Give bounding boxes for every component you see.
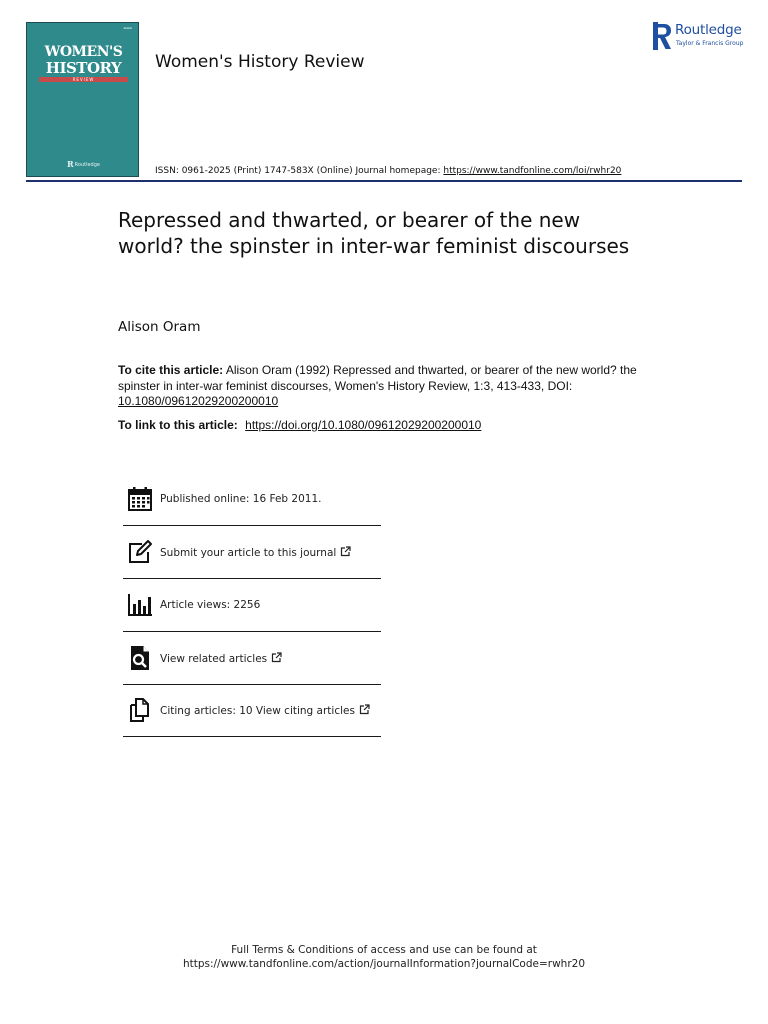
citation-text: Alison Oram (1992) Repressed and thwarted, or bearer of the new world? the spinster in inter-war feminist discourses, Women's History Review, 1:3, 413-433, DOI: <box>118 363 637 393</box>
article-link-label: To link to this article: <box>118 418 238 432</box>
terms-footer-url[interactable]: https://www.tandfonline.com/action/journalInformation?journalCode=rwhr20 <box>182 958 586 970</box>
cover-title-line1: WOMEN'S <box>44 44 123 60</box>
terms-footer-line1: Full Terms & Conditions of access and use can be found at <box>231 944 537 956</box>
issn-text: ISSN: 0961-2025 (Print) 1747-583X (Online) Journal homepage: <box>155 166 444 176</box>
routledge-logo[interactable] <box>653 22 753 50</box>
journal-homepage-link[interactable]: https://www.tandfonline.com/loi/rwhr20 <box>443 166 622 176</box>
document-search-icon <box>127 645 153 671</box>
article-doi-url-link[interactable]: https://doi.org/10.1080/09612029200200010 <box>245 418 482 432</box>
terms-footer <box>0 943 768 971</box>
citation-block <box>118 363 638 410</box>
cover-title-line2: HISTORY <box>45 59 122 77</box>
calendar-icon <box>127 486 153 512</box>
header-divider <box>26 180 742 182</box>
citing-icon <box>127 697 153 723</box>
citation-label: To cite this article: <box>118 363 224 377</box>
cover-publisher-logo: RRoutledge <box>67 159 100 169</box>
external-link-icon <box>359 704 370 715</box>
issn-line <box>155 166 621 176</box>
article-title: Repressed and thwarted, or bearer of the new world? the spinster in inter-war feminist discourses <box>118 208 630 258</box>
article-views-row <box>123 580 381 632</box>
brand-subtitle: Taylor & Francis Group <box>676 40 744 47</box>
external-link-icon <box>340 546 351 557</box>
routledge-r-icon <box>653 22 672 50</box>
edit-icon <box>127 539 153 565</box>
submit-article-label: Submit your article to this journal <box>160 546 351 559</box>
article-link-line <box>118 418 481 432</box>
published-online-label: Published online: 16 Feb 2011. <box>160 493 322 505</box>
article-author: Alison Oram <box>118 319 201 335</box>
external-link-icon <box>271 652 282 663</box>
cover-volume-label: ▬▬▬ <box>123 26 132 30</box>
related-articles-row[interactable] <box>123 633 381 685</box>
published-online-row <box>123 474 381 526</box>
cover-title-strip: REVIEW <box>39 77 128 82</box>
brand-name: Routledge <box>675 22 742 38</box>
article-views-label: Article views: 2256 <box>160 599 261 611</box>
related-articles-label: View related articles <box>160 652 282 665</box>
bar-chart-icon <box>127 592 153 618</box>
citing-articles-row[interactable] <box>123 685 381 737</box>
journal-title: Women's History Review <box>155 52 365 72</box>
journal-cover <box>26 22 139 177</box>
submit-article-row[interactable] <box>123 527 381 579</box>
citing-articles-label: Citing articles: 10 View citing articles <box>160 704 370 717</box>
doi-link[interactable]: 10.1080/09612029200200010 <box>118 394 279 408</box>
